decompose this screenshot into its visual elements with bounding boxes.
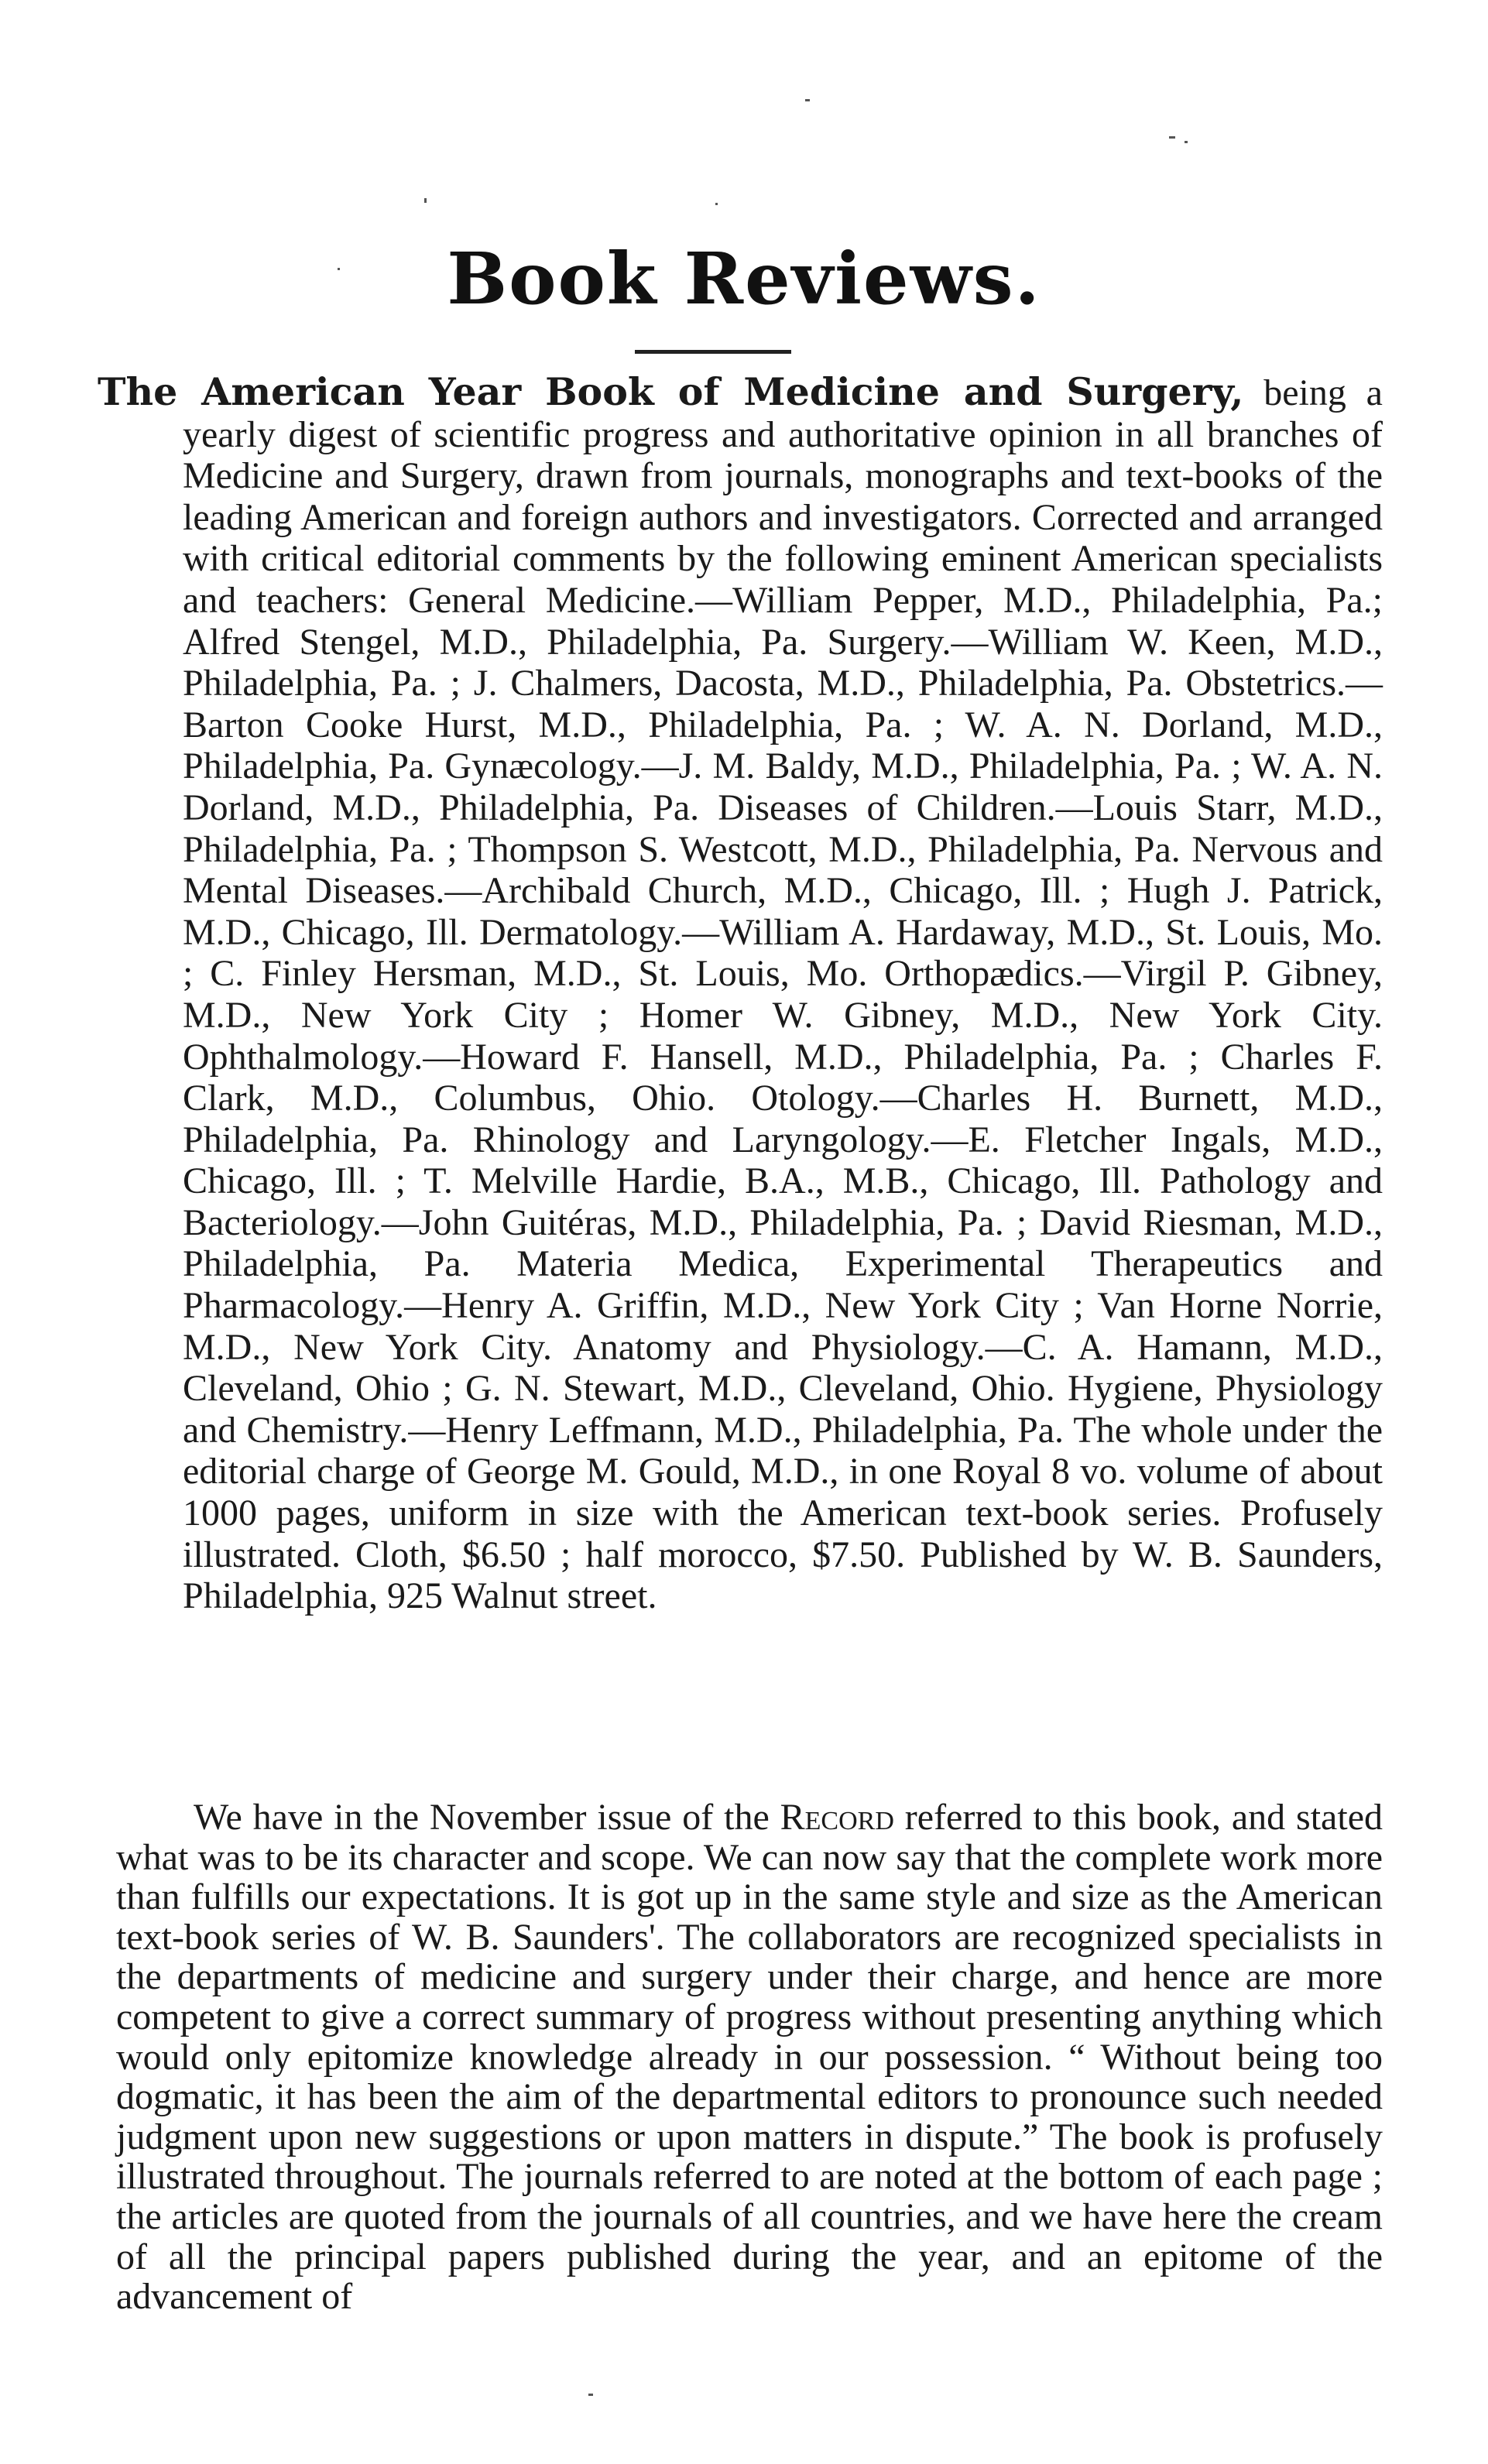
journal-name: Record — [780, 1797, 894, 1838]
print-speck — [1185, 141, 1188, 143]
review-text — [116, 1797, 1383, 2317]
print-speck — [805, 99, 810, 101]
review-text-rest: referred to this book, and stated what was to be its character and scope. We can now say that the complete work more than fulfills our expectations. It is got up in the same style and size as the American text-book series of W. B. Saunders'. The collaborators are recognized specialists in the departments of medicine and surgery under their charge, and hence are more competent to give a correct summary of progress without presenting anything which would only epitomize knowledge already in our possession. “ Without being too dogmatic, it has been the aim of the departmental editors to pronounce such needed judgment upon new suggestions or upon matters in dispute.” The book is profusely illustrated throughout. The journals referred to are noted at the bottom of each page ; the articles are quoted from the journals of all countries, and we have here the cream of all the principal papers published during the year, and an epitome of the advancement of — [116, 1797, 1383, 2318]
print-speck — [1169, 136, 1175, 139]
book-entry-details: being a yearly digest of scientific progress and authoritative opinion in all branches of Medicine and Surgery, drawn from journals, monographs and text-books of the leading American and foreign authors and investigators. Corrected and arranged with critical editorial comments by the following eminent American specialists and teachers: General Medicine.—William Pepper, M.D., Philadelphia, Pa.; Alfred Stengel, M.D., Philadelphia, Pa. Surgery.—William W. Keen, M.D., Philadelphia, Pa. ; J. Chalmers, Dacosta, M.D., Philadelphia, Pa. Obstetrics.—Barton Cooke Hurst, M.D., Philadelphia, Pa. ; W. A. N. Dorland, M.D., Philadelphia, Pa. Gynæcology.—J. M. Baldy, M.D., Philadelphia, Pa. ; W. A. N. Dorland, M.D., Philadelphia, Pa. Diseases of Children.—Louis Starr, M.D., Philadelphia, Pa. ; Thompson S. Westcott, M.D., Philadelphia, Pa. Nervous and Mental Diseases.—Archibald Church, M.D., Chicago, Ill. ; Hugh J. Patrick, M.D., Chicago, Ill. Dermatology.—William A. Hardaway, M.D., St. Louis, Mo. ; C. Finley Hersman, M.D., St. Louis, Mo. Orthopædics.—Virgil P. Gibney, M.D., New York City ; Homer W. Gibney, M.D., New York City. Ophthalmology.—Howard F. Hansell, M.D., Philadelphia, Pa. ; Charles F. Clark, M.D., Columbus, Ohio. Otology.—Charles H. Burnett, M.D., Philadelphia, Pa. Rhinology and Laryngology.—E. Fletcher Ingals, M.D., Chicago, Ill. ; T. Melville Hardie, B.A., M.B., Chicago, Ill. Pathology and Bacteriology.—John Guitéras, M.D., Philadelphia, Pa. ; David Riesman, M.D., Philadelphia, Pa. Materia Medica, Experimental Therapeutics and Pharmacology.—Henry A. Griffin, M.D., New York City ; Van Horne Norrie, M.D., New York City. Anatomy and Physiology.—C. A. Hamann, M.D., Cleveland, Ohio ; G. N. Stewart, M.D., Cleveland, Ohio. Hygiene, Physiology and Chemistry.—Henry Leffmann, M.D., Philadelphia, Pa. The whole under the editorial charge of George M. Gould, M.D., in one Royal 8 vo. volume of about 1000 pages, uniform in size with the American text-book series. Profusely illustrated. Cloth, $6.50 ; half morocco, $7.50. Published by W. B. Saunders, Philadelphia, 925 Walnut street. — [183, 372, 1383, 1617]
book-title: The American Year Book of Medicine and Surgery, — [98, 369, 1244, 414]
print-speck — [588, 2394, 593, 2396]
print-speck — [715, 203, 718, 205]
page-heading: Book Reviews. — [447, 237, 1041, 320]
book-entry — [98, 369, 1383, 1617]
print-speck — [424, 198, 427, 203]
heading-rule — [635, 350, 791, 354]
review-text-start: We have in the November issue of the — [194, 1797, 780, 1838]
